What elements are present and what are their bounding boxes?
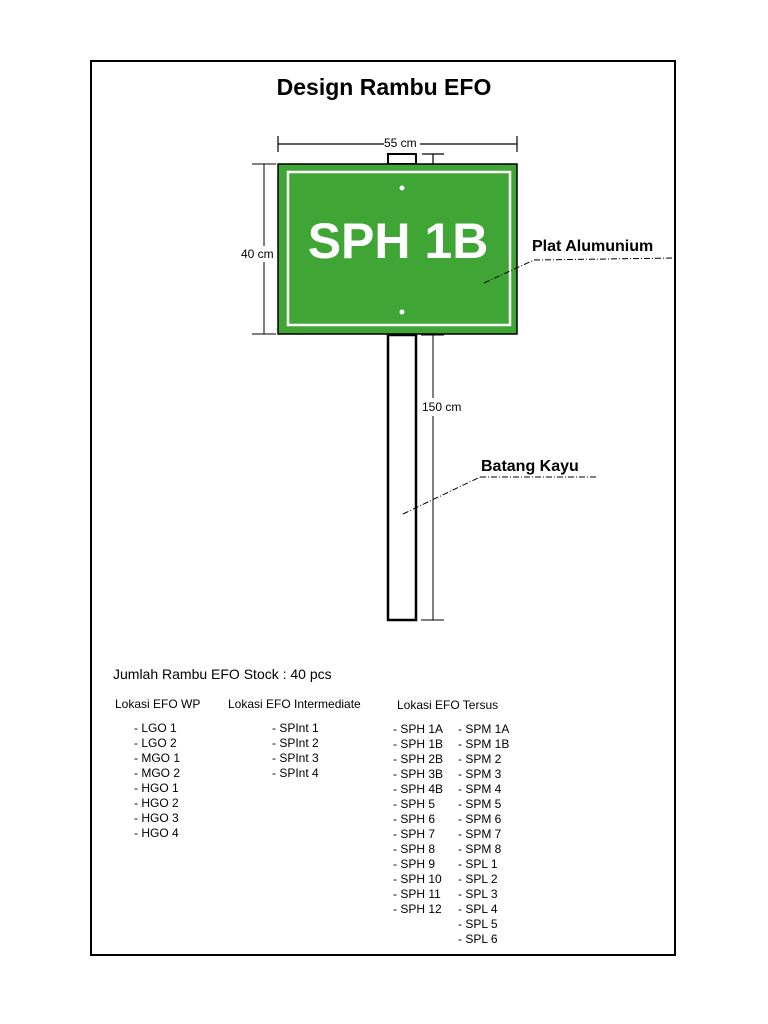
post-top-stub (388, 154, 416, 164)
list-item: - SPL 5 (458, 917, 498, 931)
list-item: - SPH 6 (393, 812, 436, 826)
list-item: - SPM 5 (458, 797, 502, 811)
tersus-heading: Lokasi EFO Tersus (397, 698, 499, 712)
list-item: - MGO 1 (134, 751, 181, 765)
list-item: - SPH 11 (393, 887, 441, 901)
list-item: - LGO 1 (134, 721, 177, 735)
list-item: - SPInt 3 (272, 751, 319, 765)
pole-callout-label: Batang Kayu (481, 458, 579, 475)
list-item: - SPH 12 (393, 902, 442, 916)
list-item: - SPL 3 (458, 887, 498, 901)
list-item: - HGO 2 (134, 796, 179, 810)
list-item: - SPH 9 (393, 857, 436, 871)
list-item: - SPM 4 (458, 782, 502, 796)
intermediate-location-list (272, 721, 319, 781)
pole-height-label: 150 cm (422, 400, 462, 414)
list-item: - SPH 7 (393, 827, 436, 841)
list-item: - SPH 5 (393, 797, 436, 811)
list-item: - HGO 3 (134, 811, 179, 825)
stock-count: Jumlah Rambu EFO Stock : 40 pcs (113, 666, 332, 682)
list-item: - SPH 1B (393, 737, 444, 751)
bolt-bottom-icon (400, 310, 405, 315)
list-item: - SPH 4B (393, 782, 444, 796)
pole-dimension (421, 335, 444, 620)
bolt-top-icon (400, 186, 405, 191)
list-item: - SPL 6 (458, 932, 498, 946)
list-item: - SPM 3 (458, 767, 502, 781)
list-item: - SPL 1 (458, 857, 498, 871)
list-item: - SPH 10 (393, 872, 442, 886)
list-item: - SPM 2 (458, 752, 502, 766)
list-item: - SPInt 4 (272, 766, 319, 780)
height-label: 40 cm (241, 247, 274, 261)
list-item: - SPM 6 (458, 812, 502, 826)
list-item: - SPM 1B (458, 737, 510, 751)
list-item: - SPM 1A (458, 722, 510, 736)
list-item: - SPM 8 (458, 842, 502, 856)
sign-text: SPH 1B (307, 213, 489, 269)
page-title: Design Rambu EFO (276, 74, 492, 100)
tersus-location-list-sph (393, 722, 443, 917)
plate-callout-label: Plat Alumunium (532, 238, 654, 255)
list-item: - LGO 2 (134, 736, 177, 750)
wp-heading: Lokasi EFO WP (115, 697, 201, 711)
list-item: - SPInt 1 (272, 721, 319, 735)
list-item: - SPH 1A (393, 722, 444, 736)
intermediate-heading: Lokasi EFO Intermediate (228, 697, 361, 711)
tersus-location-list-spm-spl (458, 722, 509, 947)
list-item: - SPInt 2 (272, 736, 319, 750)
list-item: - SPH 8 (393, 842, 436, 856)
pole-callout-leader (403, 477, 596, 514)
list-item: - SPH 3B (393, 767, 444, 781)
wooden-pole (388, 335, 416, 620)
list-item: - HGO 4 (134, 826, 179, 840)
list-item: - SPL 2 (458, 872, 498, 886)
list-item: - SPM 7 (458, 827, 502, 841)
width-label: 55 cm (384, 136, 417, 150)
list-item: - HGO 1 (134, 781, 179, 795)
list-item: - SPL 4 (458, 902, 498, 916)
list-item: - SPH 2B (393, 752, 444, 766)
wp-location-list (134, 721, 180, 841)
list-item: - MGO 2 (134, 766, 181, 780)
